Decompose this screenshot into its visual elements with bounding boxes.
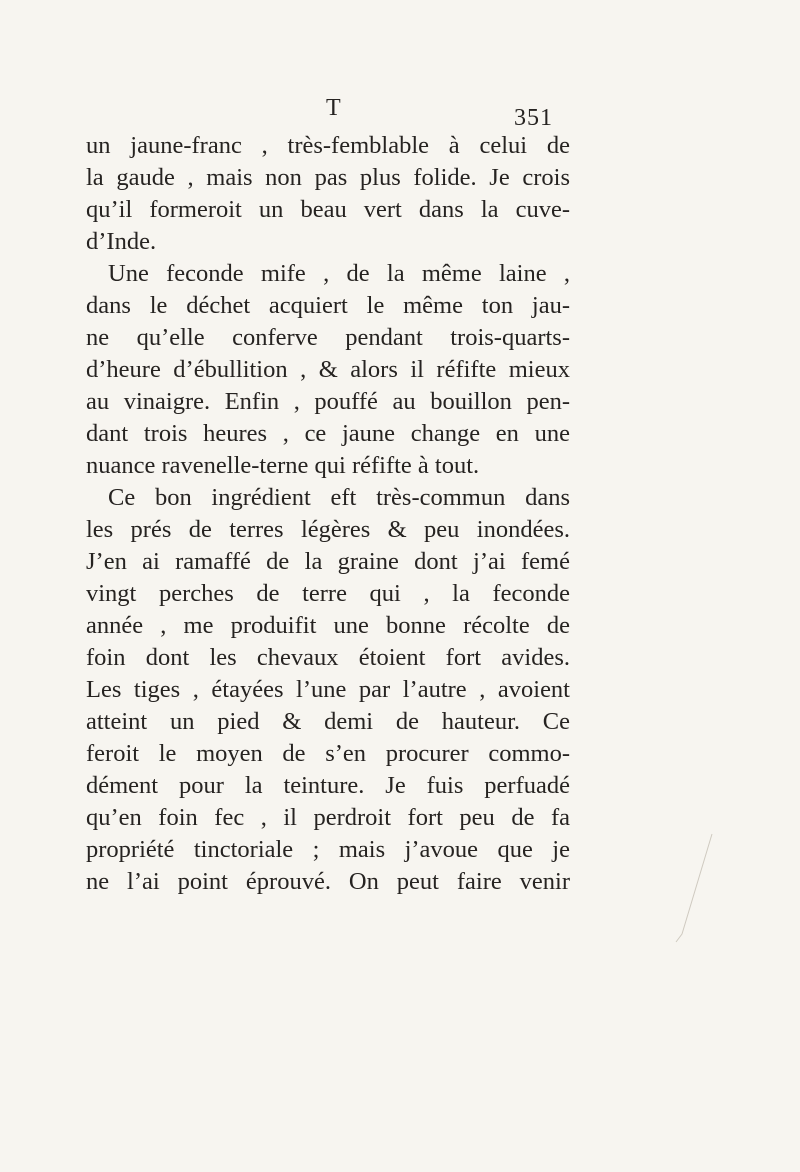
text-line: dant trois heures , ce jaune change en une bbox=[86, 420, 570, 447]
text-line: feroit le moyen de s’en procurer commo- bbox=[86, 740, 570, 767]
text-line: Ce bon ingrédient eft très-commun dans bbox=[108, 484, 570, 511]
signature-mark: T bbox=[326, 95, 341, 121]
text-line: d’Inde. bbox=[86, 228, 157, 255]
text-line: Une feconde mife , de la même laine , bbox=[108, 260, 570, 287]
text-line: ne l’ai point éprouvé. On peut faire venir bbox=[86, 868, 570, 895]
text-line: un jaune-franc , très-femblable à celui de bbox=[86, 132, 570, 159]
text-line: la gaude , mais non pas plus folide. Je crois bbox=[86, 164, 570, 191]
text-line: dans le déchet acquiert le même ton jau- bbox=[86, 292, 570, 319]
text-line: qu’il formeroit un beau vert dans la cuve- bbox=[86, 196, 570, 223]
paper-crease-mark bbox=[674, 830, 714, 950]
text-line: qu’en foin fec , il perdroit fort peu de fa bbox=[86, 804, 570, 831]
page-number: 351 bbox=[514, 105, 553, 131]
text-line: nuance ravenelle-terne qui réfifte à tout. bbox=[86, 452, 480, 479]
text-line: d’heure d’ébullition , & alors il réfifte mieux bbox=[86, 356, 570, 383]
text-line: année , me produifit une bonne récolte de bbox=[86, 612, 570, 639]
text-line: les prés de terres légères & peu inondées. bbox=[86, 516, 570, 543]
text-line: au vinaigre. Enfin , pouffé au bouillon pen- bbox=[86, 388, 570, 415]
body-text bbox=[86, 130, 570, 898]
text-line: ne qu’elle conferve pendant trois-quarts- bbox=[86, 324, 570, 351]
text-line: vingt perches de terre qui , la feconde bbox=[86, 580, 570, 607]
text-line: dément pour la teinture. Je fuis perfuadé bbox=[86, 772, 570, 799]
text-line: foin dont les chevaux étoient fort avides. bbox=[86, 644, 570, 671]
text-line: atteint un pied & demi de hauteur. Ce bbox=[86, 708, 570, 735]
text-line: J’en ai ramaffé de la graine dont j’ai femé bbox=[86, 548, 570, 575]
text-line: propriété tinctoriale ; mais j’avoue que je bbox=[86, 836, 570, 863]
text-line: Les tiges , étayées l’une par l’autre , avoient bbox=[86, 676, 570, 703]
